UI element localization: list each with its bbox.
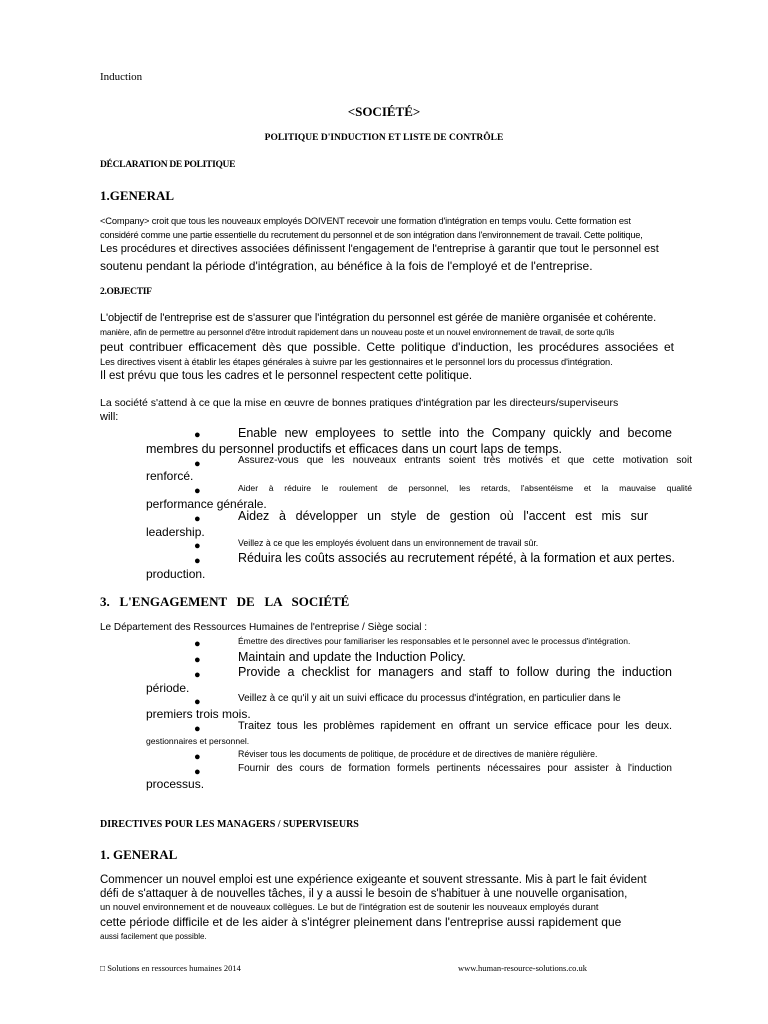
section2-line: manière, afin de permettre au personnel d'être introduit rapidement dans un nouveau poste et un nouvel environnement de travail, de sorte qu'ils <box>100 327 615 337</box>
section1-heading: 1.GENERAL <box>100 188 175 203</box>
bullet-item-text: Provide a checklist for managers and staff to follow during the induction <box>238 665 672 679</box>
bullet-item-text: Fournir des cours de formation formels pertinents nécessaires pour assister à l'induction <box>238 763 672 774</box>
section2-line: Les directives visent à établir les étapes générales à suivre par les gestionnaires et le personnel lors du processus d'intégration. <box>100 357 613 367</box>
footer-organization: Solutions en ressources humaines 2014 <box>107 963 241 973</box>
bullet-icon: ● <box>194 555 201 567</box>
bullet-item-text: Veillez à ce qu'il y ait un suivi efficace du processus d'intégration, en particulier dans le <box>238 693 621 704</box>
bullet-item-text: Réviser tous les documents de politique, de procédure et de directives de manière régulière. <box>238 749 598 759</box>
bullet-icon: ● <box>194 654 201 666</box>
bullet-icon: ● <box>194 723 201 735</box>
bullet-icon: ● <box>194 485 201 497</box>
document-title: POLITIQUE D'INDUCTION ET LISTE DE CONTRÔLE <box>264 133 504 143</box>
section2-line: Il est prévu que tous les cadres et le personnel respectent cette politique. <box>100 370 473 382</box>
bullet-icon: ● <box>194 513 201 525</box>
section1-line: soutenu pendant la période d'intégration, au bénéfice à la fois de l'employé et de l'entreprise. <box>100 259 593 273</box>
bullet-item-text: Enable new employees to settle into the Company quickly and become <box>238 426 672 440</box>
bullet-item-continuation: premiers trois mois. <box>146 707 251 721</box>
bullet-item-text: Traitez tous les problèmes rapidement en offrant un service efficace pour les deux. <box>238 720 672 732</box>
section3-intro: Le Département des Ressources Humaines de l'entreprise / Siège social : <box>100 622 428 633</box>
bullet-item-continuation: leadership. <box>146 525 205 539</box>
bullet-icon: ● <box>194 751 201 763</box>
bullet-icon: ● <box>194 669 201 681</box>
bullet-item-text: Aidez à développer un style de gestion où l'accent est mis sur <box>238 509 648 523</box>
section1-line: considéré comme une partie essentielle du recrutement du personnel et de son intégration dans l'environnement de travail. Cette politique, <box>100 230 643 240</box>
bullet-item-text: Émettre des directives pour familiariser les responsables et le personnel avec le processus d'intégration. <box>238 636 631 646</box>
policy-heading: DÉCLARATION DE POLITIQUE <box>100 160 236 170</box>
directives-line: défi de s'attaquer à de nouvelles tâches, il y a aussi le besoin de s'habituer à une nouvelle organisation, <box>100 888 628 900</box>
directives-line: un nouvel environnement et de nouveaux collègues. Le but de l'intégration est de soutenir les nouveaux employés durant <box>100 902 599 912</box>
bullet-item-continuation: renforcé. <box>146 469 194 483</box>
bullet-icon: ● <box>194 429 201 441</box>
bullet-item-continuation: performance générale. <box>146 497 267 511</box>
bullet-item-text: Veillez à ce que les employés évoluent dans un environnement de travail sûr. <box>238 538 539 548</box>
bullet-icon: ● <box>194 540 201 552</box>
copyright-box-icon: □ <box>100 963 106 973</box>
section2-line: peut contribuer efficacement dès que possible. Cette politique d'induction, les procédures associées et <box>100 340 674 354</box>
bullet-item-text: Réduira les coûts associés au recrutement répété, à la formation et aux pertes. <box>238 551 676 565</box>
bullet-item-continuation: gestionnaires et personnel. <box>146 736 250 746</box>
bullet-item-text: Aider à réduire le roulement de personnel, les retards, l'absentéisme et la mauvaise qualité <box>238 483 692 493</box>
section2-heading: 2.OBJECTIF <box>100 287 152 297</box>
section2-line: L'objectif de l'entreprise est de s'assurer que l'intégration du personnel est gérée de manière organisée et cohérente. <box>100 312 657 324</box>
directives-line: cette période difficile et de les aider à s'intégrer pleinement dans l'entreprise aussi rapidement que <box>100 915 622 929</box>
section1-line: Les procédures et directives associées définissent l'engagement de l'entreprise à garantir que tout le personnel est <box>100 243 659 255</box>
bullet-item-continuation: processus. <box>146 777 205 791</box>
expectation-line: La société s'attend à ce que la mise en œuvre de bonnes pratiques d'intégration par les directeurs/superviseurs <box>100 397 619 409</box>
bullet-item-text: Maintain and update the Induction Policy. <box>238 650 466 664</box>
section1-line: <Company> croit que tous les nouveaux employés DOIVENT recevoir une formation d'intégration en temps voulu. Cette formation est <box>100 216 631 226</box>
footer-website-link[interactable]: www.human-resource-solutions.co.uk <box>458 963 588 973</box>
bullet-icon: ● <box>194 638 201 650</box>
bullet-item-text: Assurez-vous que les nouveaux entrants soient très motivés et que cette motivation soit <box>238 455 692 466</box>
directives-line: Commencer un nouvel emploi est une expérience exigeante et souvent stressante. Mis à part le fait évident <box>100 874 647 886</box>
directives-line: aussi facilement que possible. <box>100 932 207 941</box>
bullet-icon: ● <box>194 766 201 778</box>
bullet-icon: ● <box>194 458 201 470</box>
header-label: Induction <box>100 71 143 83</box>
footer-left <box>100 963 241 973</box>
bullet-item-continuation: période. <box>146 681 190 695</box>
bullet-icon: ● <box>194 696 201 708</box>
section3-heading: 3. L'ENGAGEMENT DE LA SOCIÉTÉ <box>100 594 350 609</box>
bullet-item-continuation: membres du personnel productifs et efficaces dans un court laps de temps. <box>146 442 562 456</box>
company-placeholder: <SOCIÉTÉ> <box>347 104 421 119</box>
directives-heading: DIRECTIVES POUR LES MANAGERS / SUPERVISEURS <box>100 819 359 830</box>
bullet-item-continuation: production. <box>146 567 206 581</box>
directives-subheading: 1. GENERAL <box>100 847 178 862</box>
expectation-line: will: <box>100 411 119 423</box>
